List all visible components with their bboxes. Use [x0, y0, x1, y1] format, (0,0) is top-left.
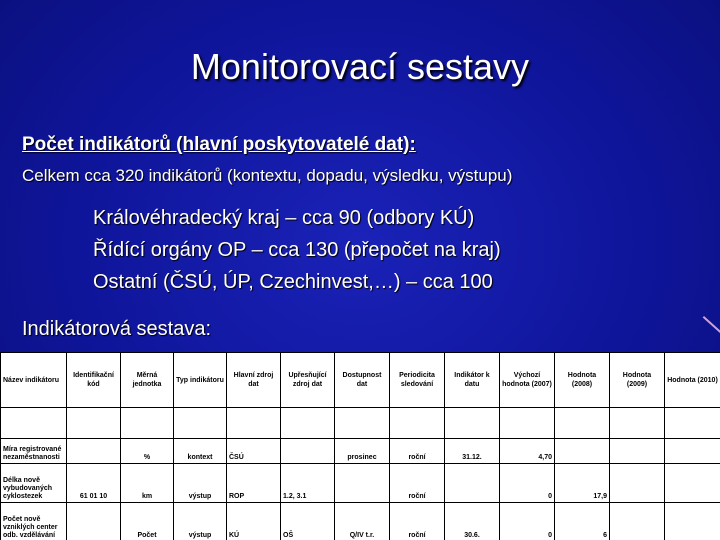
table-header: Hlavní zdroj dat: [227, 353, 281, 408]
table-header: Upřesňující zdroj dat: [281, 353, 335, 408]
table-header: Hodnota (2008): [555, 353, 610, 408]
table-cell: 61 01 10: [67, 464, 121, 503]
table-cell: [281, 439, 335, 464]
decorative-line: [703, 316, 720, 334]
table-cell: [665, 464, 720, 503]
table-cell: roční: [390, 503, 445, 540]
table-header: Indikátor k datu: [445, 353, 500, 408]
table-row: [1, 464, 720, 503]
table-cell: [610, 464, 665, 503]
table-header: Identifikační kód: [67, 353, 121, 408]
list-item: Královéhradecký kraj – cca 90 (odbory KÚ): [93, 207, 475, 229]
table-cell: OŠ: [281, 503, 335, 540]
indicator-total-line: Celkem cca 320 indikátorů (kontextu, dopadu, výsledku, výstupu): [22, 166, 513, 185]
table-header: Výchozí hodnota (2007): [500, 353, 555, 408]
table-header: Název indikátoru: [1, 353, 67, 408]
table-cell: %: [121, 439, 174, 464]
table-cell: 17,9: [555, 464, 610, 503]
table-header-row: [1, 353, 720, 408]
table-cell: 1.2, 3.1: [281, 464, 335, 503]
table-cell: [445, 464, 500, 503]
table-cell: km: [121, 464, 174, 503]
table-cell: 0: [500, 503, 555, 540]
table-cell: [67, 503, 121, 540]
table-header: Hodnota (2010): [665, 353, 720, 408]
table-cell: [610, 439, 665, 464]
indicator-table-image: [0, 352, 720, 540]
table-row: [1, 439, 720, 464]
table-cell: 30.6.: [445, 503, 500, 540]
table-cell: KÚ: [227, 503, 281, 540]
section-label: Indikátorová sestava:: [22, 318, 211, 340]
table-cell: [335, 464, 390, 503]
table-cell: 31.12.: [445, 439, 500, 464]
table-cell: roční: [390, 464, 445, 503]
table-cell: [555, 439, 610, 464]
table-spacer-row: [1, 408, 720, 439]
table-cell: výstup: [174, 503, 227, 540]
provider-list: [93, 202, 501, 298]
indicator-table: [0, 352, 720, 540]
table-cell: Míra registrované nezaměstnanosti: [1, 439, 67, 464]
table-cell: roční: [390, 439, 445, 464]
list-item: Ostatní (ČSÚ, ÚP, Czechinvest,…) – cca 100: [93, 271, 493, 293]
table-cell: [665, 503, 720, 540]
table-cell: kontext: [174, 439, 227, 464]
table-cell: 4,70: [500, 439, 555, 464]
slide-title: Monitorovací sestavy: [190, 46, 530, 87]
table-cell: ROP: [227, 464, 281, 503]
table-cell: 6: [555, 503, 610, 540]
table-cell: prosinec: [335, 439, 390, 464]
table-cell: ČSÚ: [227, 439, 281, 464]
table-cell: [610, 503, 665, 540]
table-cell: výstup: [174, 464, 227, 503]
table-cell: Počet nově vzniklých center odb. vzdělávání: [1, 503, 67, 540]
table-header: Dostupnost dat: [335, 353, 390, 408]
table-row: [1, 503, 720, 540]
table-header: Periodicita sledování: [390, 353, 445, 408]
table-cell: Q/IV t.r.: [335, 503, 390, 540]
table-header: Typ indikátoru: [174, 353, 227, 408]
table-cell: [665, 439, 720, 464]
table-cell: Počet: [121, 503, 174, 540]
table-cell: 0: [500, 464, 555, 503]
table-cell: Délka nově vybudovaných cyklostezek: [1, 464, 67, 503]
table-header: Hodnota (2009): [610, 353, 665, 408]
table-header: Měrná jednotka: [121, 353, 174, 408]
list-item: Řídící orgány OP – cca 130 (přepočet na kraj): [93, 239, 501, 261]
indicator-count-heading: Počet indikátorů (hlavní poskytovatelé dat):: [22, 134, 416, 155]
table-cell: [67, 439, 121, 464]
